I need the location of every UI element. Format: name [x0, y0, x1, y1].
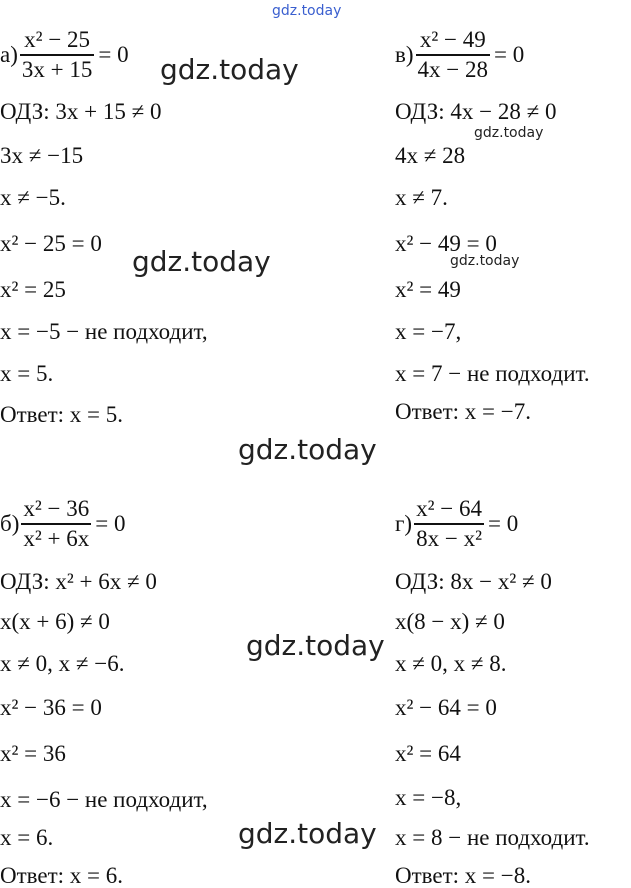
denominator-g: 8x − x² — [416, 525, 482, 551]
b-line-2: x(x + 6) ≠ 0 — [0, 609, 110, 634]
b-line-4: x² − 36 = 0 — [0, 695, 102, 720]
v-line-1: ОДЗ: 4x − 28 ≠ 0 — [395, 99, 557, 124]
watermark-2: gdz.today — [474, 125, 544, 141]
g-line-5: x² = 64 — [395, 741, 461, 766]
v-line-4: x² − 49 = 0 — [395, 231, 497, 256]
label-v: в) — [395, 41, 414, 67]
watermark-3: gdz.today — [132, 245, 271, 278]
label-a: а) — [0, 41, 18, 67]
fraction-bar-g — [414, 523, 484, 525]
watermark-top: gdz.today — [272, 3, 342, 19]
v-line-3: x ≠ 7. — [395, 185, 448, 210]
b-line-1: ОДЗ: x² + 6x ≠ 0 — [0, 569, 157, 594]
v-line-6: x = −7, — [395, 319, 462, 344]
v-line-7: x = 7 − не подходит. — [395, 361, 590, 386]
fraction-b — [21, 497, 91, 551]
denominator-v: 4x − 28 — [417, 56, 489, 82]
fraction-a — [20, 28, 94, 82]
g-line-2: x(8 − x) ≠ 0 — [395, 609, 505, 634]
v-answer: Ответ: x = −7. — [395, 399, 531, 424]
denominator-a: 3x + 15 — [21, 56, 93, 82]
v-line-2: 4x ≠ 28 — [395, 143, 466, 168]
a-line-1: ОДЗ: 3x + 15 ≠ 0 — [0, 99, 162, 124]
b-line-7: x = 6. — [0, 825, 54, 850]
a-line-7: x = 5. — [0, 361, 54, 386]
equals-zero-b: = 0 — [95, 510, 126, 536]
equals-zero-g: = 0 — [487, 510, 519, 536]
a-line-5: x² = 25 — [0, 277, 66, 302]
b-line-6: x = −6 − не подходит, — [0, 787, 208, 812]
g-answer: Ответ: x = −8. — [395, 863, 531, 888]
g-line-1: ОДЗ: 8x − x² ≠ 0 — [395, 569, 552, 594]
watermark-4: gdz.today — [450, 253, 520, 269]
numerator-b: x² − 36 — [23, 496, 90, 521]
b-answer: Ответ: x = 6. — [0, 863, 124, 888]
watermark-6: gdz.today — [246, 629, 385, 662]
a-line-2: 3x ≠ −15 — [0, 143, 84, 168]
fraction-v — [416, 28, 490, 82]
label-g: г) — [395, 510, 413, 536]
g-line-4: x² − 64 = 0 — [395, 695, 497, 720]
equation-g — [395, 497, 518, 551]
numerator-v: x² − 49 — [419, 27, 486, 52]
equals-zero-a: = 0 — [98, 41, 129, 67]
fraction-bar-b — [21, 523, 91, 525]
equation-a — [0, 28, 129, 82]
a-answer: Ответ: x = 5. — [0, 402, 124, 427]
watermark-7: gdz.today — [238, 817, 377, 850]
fraction-bar-v — [416, 54, 490, 56]
equals-zero-v: = 0 — [494, 41, 525, 67]
a-line-6: x = −5 − не подходит, — [0, 319, 208, 344]
g-line-6: x = −8, — [395, 785, 462, 810]
b-line-5: x² = 36 — [0, 741, 66, 766]
fraction-bar-a — [20, 54, 94, 56]
numerator-a: x² − 25 — [24, 27, 91, 52]
a-line-3: x ≠ −5. — [0, 185, 66, 210]
label-b: б) — [0, 510, 20, 536]
v-line-5: x² = 49 — [395, 277, 461, 302]
equation-v — [395, 28, 524, 82]
equation-b — [0, 497, 125, 551]
g-line-3: x ≠ 0, x ≠ 8. — [395, 651, 507, 676]
denominator-b: x² + 6x — [23, 525, 90, 551]
fraction-g — [414, 497, 484, 551]
numerator-g: x² − 64 — [416, 496, 482, 521]
watermark-1: gdz.today — [160, 53, 299, 86]
g-line-7: x = 8 − не подходит. — [395, 825, 590, 850]
a-line-4: x² − 25 = 0 — [0, 231, 102, 256]
watermark-5: gdz.today — [238, 433, 377, 466]
b-line-3: x ≠ 0, x ≠ −6. — [0, 651, 125, 676]
